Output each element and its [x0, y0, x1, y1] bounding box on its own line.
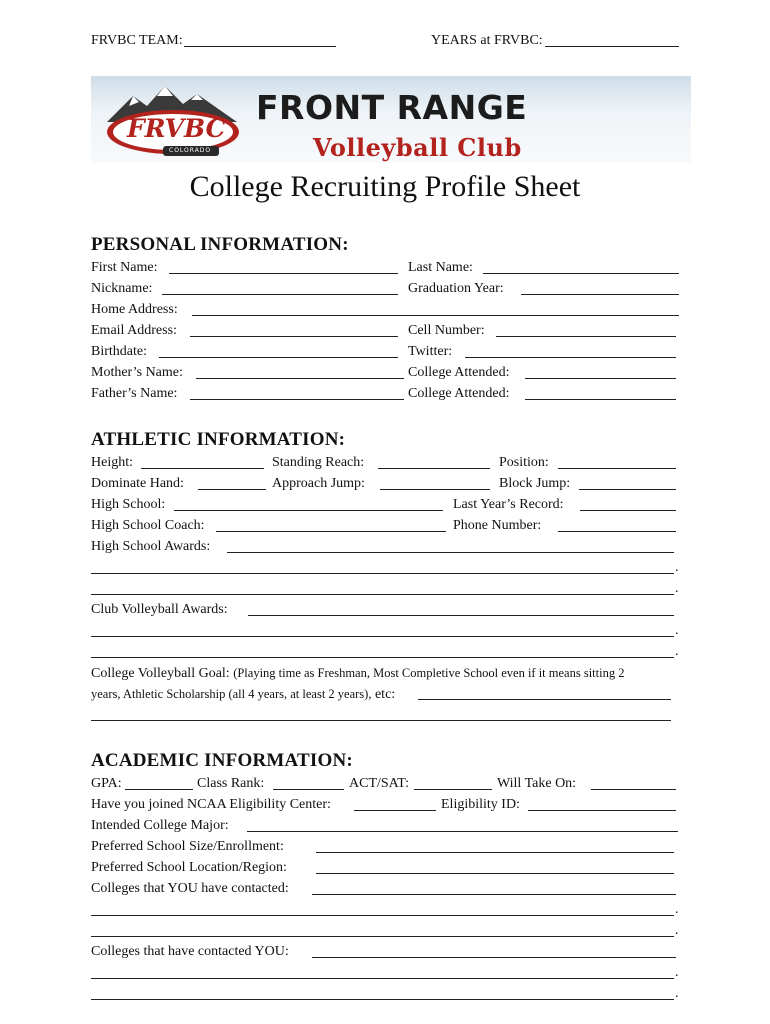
you-contacted-field[interactable]	[312, 894, 676, 895]
ncaa-label: Have you joined NCAA Eligibility Center:	[91, 797, 331, 812]
email-field[interactable]	[190, 336, 398, 337]
dominate-hand-field[interactable]	[198, 489, 266, 490]
logo-text: FRVBC	[127, 114, 226, 143]
years-label: YEARS at FRVBC:	[431, 33, 543, 48]
you-contacted-label: Colleges that YOU have contacted:	[91, 881, 289, 896]
mother-name-label: Mother’s Name:	[91, 365, 183, 380]
dominate-hand-label: Dominate Hand:	[91, 476, 184, 491]
goal-line[interactable]	[91, 720, 671, 721]
logo-sub: COLORADO	[169, 147, 212, 154]
nickname-label: Nickname:	[91, 281, 153, 296]
period: .	[675, 644, 679, 659]
approach-jump-label: Approach Jump:	[272, 476, 365, 491]
contacted-you-field[interactable]	[312, 957, 676, 958]
hs-awards-field[interactable]	[227, 552, 674, 553]
size-label: Preferred School Size/Enrollment:	[91, 839, 284, 854]
class-rank-label: Class Rank:	[197, 776, 265, 791]
height-field[interactable]	[141, 468, 264, 469]
high-school-field[interactable]	[174, 510, 443, 511]
home-address-label: Home Address:	[91, 302, 178, 317]
gpa-label: GPA:	[91, 776, 122, 791]
goal-note-1: (Playing time as Freshman, Most Completive School even if it means sitting 2	[233, 666, 625, 680]
you-contacted-line[interactable]	[91, 936, 674, 937]
block-jump-field[interactable]	[579, 489, 676, 490]
contacted-you-label: Colleges that have contacted YOU:	[91, 944, 289, 959]
goal-label-text: College Volleyball Goal:	[91, 666, 230, 681]
period: .	[675, 986, 679, 1001]
club-awards-line[interactable]	[91, 636, 674, 637]
email-label: Email Address:	[91, 323, 177, 338]
goal-field[interactable]	[418, 699, 671, 700]
twitter-field[interactable]	[465, 357, 676, 358]
goal-note-line-2	[91, 686, 395, 703]
will-take-label: Will Take On:	[497, 776, 577, 791]
will-take-field[interactable]	[591, 789, 676, 790]
major-field[interactable]	[247, 831, 678, 832]
birthdate-label: Birthdate:	[91, 344, 147, 359]
approach-jump-field[interactable]	[380, 489, 490, 490]
hs-awards-line[interactable]	[91, 573, 674, 574]
club-awards-field[interactable]	[248, 615, 674, 616]
elig-id-label: Eligibility ID:	[441, 797, 520, 812]
personal-heading: PERSONAL INFORMATION:	[91, 234, 349, 255]
contacted-you-line[interactable]	[91, 978, 674, 979]
club-awards-line[interactable]	[91, 657, 674, 658]
standing-reach-label: Standing Reach:	[272, 455, 365, 470]
high-school-label: High School:	[91, 497, 166, 512]
athletic-heading: ATHLETIC INFORMATION:	[91, 429, 346, 450]
you-contacted-line[interactable]	[91, 915, 674, 916]
first-name-label: First Name:	[91, 260, 158, 275]
birthdate-field[interactable]	[159, 357, 398, 358]
academic-heading: ACADEMIC INFORMATION:	[91, 750, 353, 771]
goal-etc: etc:	[374, 687, 396, 702]
contacted-you-line[interactable]	[91, 999, 674, 1000]
last-record-label: Last Year’s Record:	[453, 497, 564, 512]
mother-name-field[interactable]	[196, 378, 404, 379]
club-title: FRONT RANGE	[256, 88, 528, 127]
block-jump-label: Block Jump:	[499, 476, 571, 491]
nickname-field[interactable]	[162, 294, 398, 295]
location-label: Preferred School Location/Region:	[91, 860, 287, 875]
goal-label	[91, 665, 624, 682]
major-label: Intended College Major:	[91, 818, 229, 833]
ncaa-field[interactable]	[354, 810, 436, 811]
club-awards-label: Club Volleyball Awards:	[91, 602, 228, 617]
period: .	[675, 902, 679, 917]
years-field[interactable]	[545, 46, 679, 47]
location-field[interactable]	[316, 873, 674, 874]
team-label: FRVBC TEAM:	[91, 33, 183, 48]
last-name-label: Last Name:	[408, 260, 473, 275]
grad-year-field[interactable]	[521, 294, 679, 295]
period: .	[675, 623, 679, 638]
size-field[interactable]	[316, 852, 674, 853]
father-college-field[interactable]	[525, 399, 676, 400]
elig-id-field[interactable]	[528, 810, 676, 811]
page-title: College Recruiting Profile Sheet	[189, 170, 581, 203]
hs-awards-line[interactable]	[91, 594, 674, 595]
cell-label: Cell Number:	[408, 323, 485, 338]
team-field[interactable]	[184, 46, 336, 47]
phone-label: Phone Number:	[453, 518, 542, 533]
grad-year-label: Graduation Year:	[408, 281, 504, 296]
twitter-label: Twitter:	[408, 344, 453, 359]
first-name-field[interactable]	[169, 273, 398, 274]
height-label: Height:	[91, 455, 133, 470]
period: .	[675, 560, 679, 575]
act-sat-label: ACT/SAT:	[349, 776, 409, 791]
period: .	[675, 581, 679, 596]
position-field[interactable]	[558, 468, 676, 469]
class-rank-field[interactable]	[273, 789, 344, 790]
hs-awards-label: High School Awards:	[91, 539, 211, 554]
home-address-field[interactable]	[192, 315, 679, 316]
last-name-field[interactable]	[483, 273, 679, 274]
position-label: Position:	[499, 455, 549, 470]
standing-reach-field[interactable]	[378, 468, 490, 469]
coach-field[interactable]	[216, 531, 446, 532]
period: .	[675, 965, 679, 980]
father-college-label: College Attended:	[408, 386, 510, 401]
goal-note-2: years, Athletic Scholarship (all 4 years, at least 2 years),	[91, 687, 372, 701]
mother-college-label: College Attended:	[408, 365, 510, 380]
club-subtitle: Volleyball Club	[313, 133, 522, 162]
cell-field[interactable]	[496, 336, 676, 337]
mother-college-field[interactable]	[525, 378, 676, 379]
period: .	[675, 923, 679, 938]
coach-label: High School Coach:	[91, 518, 205, 533]
father-name-field[interactable]	[190, 399, 404, 400]
act-sat-field[interactable]	[414, 789, 492, 790]
father-name-label: Father’s Name:	[91, 386, 178, 401]
last-record-field[interactable]	[580, 510, 676, 511]
phone-field[interactable]	[558, 531, 676, 532]
gpa-field[interactable]	[125, 789, 193, 790]
